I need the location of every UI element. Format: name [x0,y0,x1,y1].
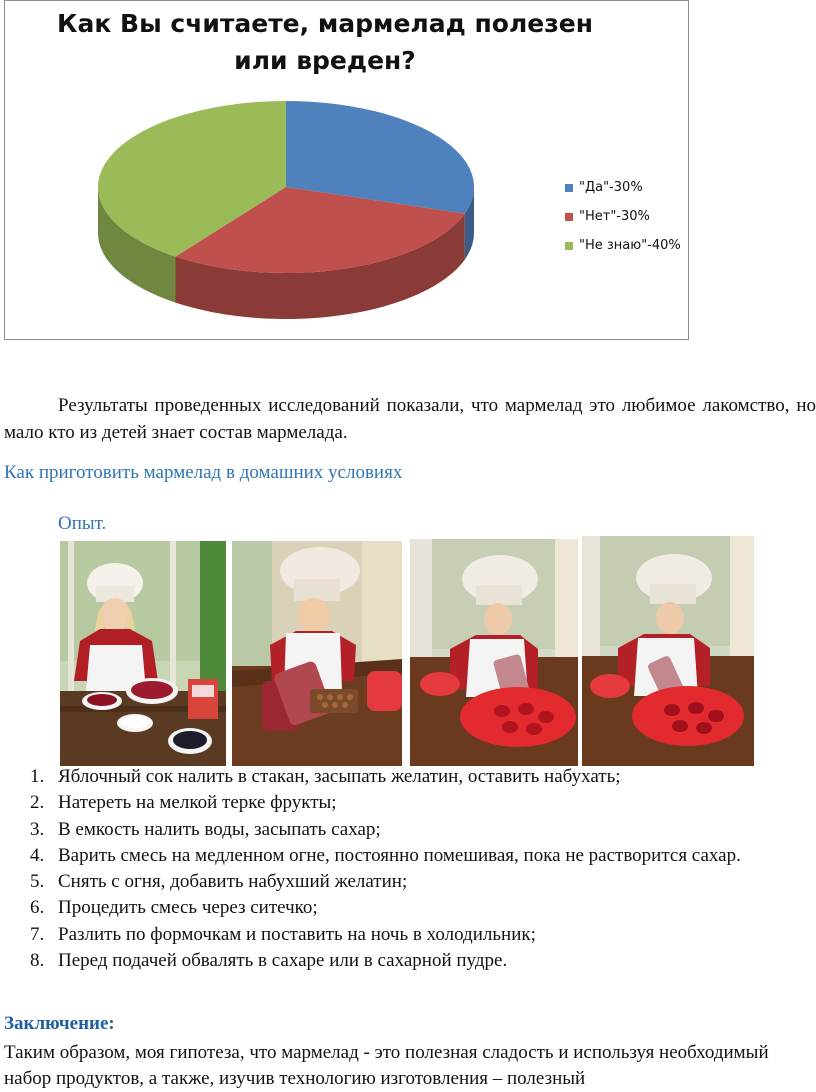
step-number: 5. [30,871,45,893]
photo-2 [232,541,402,766]
step-item [30,764,816,790]
step-text: Разлить по формочкам и поставить на ночь в холодильник; [58,923,536,945]
conclusion-heading: Заключение: [4,1013,115,1034]
photo-3 [410,539,578,766]
step-item [30,817,816,843]
step-number: 4. [30,844,45,866]
legend-item [565,202,681,231]
step-text: В емкость налить воды, засыпать сахар; [58,818,381,840]
step-number: 2. [30,792,45,814]
step-number: 7. [30,923,45,945]
photo-4 [582,536,754,766]
step-item [30,869,816,895]
step-text: Яблочный сок налить в стакан, засыпать желатин, оставить набухать; [58,766,621,787]
legend-label: "Нет"-30% [579,209,650,224]
step-number: 8. [30,950,45,972]
step-number: 3. [30,818,45,840]
step-item [30,790,816,816]
results-paragraph: Результаты проведенных исследований показали, что мармелад это любимое лакомство, но мало кто из детей знает состав мармелада. [4,395,816,443]
legend-swatch [565,242,573,250]
photo-1 [60,541,226,766]
step-text: Процедить смесь через ситечко; [58,897,318,919]
conclusion-paragraph: Таким образом, моя гипотеза, что мармелад - это полезная сладость и используя необходимый набор продуктов, а также, изучив технологию изготовления – полезный [4,1042,769,1089]
pie-chart-canvas [5,1,690,341]
step-item [30,948,816,974]
legend-label: "Да"-30% [579,180,643,195]
legend-item [565,231,681,260]
step-number: 6. [30,897,45,919]
section-heading-cooking: Как приготовить мармелад в домашних условиях [4,462,403,483]
legend-swatch [565,184,573,192]
step-text: Натереть на мелкой терке фрукты; [58,792,337,814]
step-item [30,843,816,869]
pie-chart [4,0,689,340]
chart-legend [565,173,681,260]
legend-label: "Не знаю"-40% [579,238,681,253]
step-item [30,895,816,921]
section-heading-experiment: Опыт. [58,513,107,534]
step-number: 1. [30,766,45,787]
steps-list [30,764,816,974]
legend-item [565,173,681,202]
step-text: Снять с огня, добавить набухший желатин; [58,871,408,893]
step-item [30,922,816,948]
legend-swatch [565,213,573,221]
step-text: Варить смесь на медленном огне, постоянно помешивая, пока не растворится сахар. [58,844,741,866]
chart-title: Как Вы считаете, мармелад полезен или вреден? [57,9,593,75]
step-text: Перед подачей обвалять в сахаре или в сахарной пудре. [58,950,508,972]
